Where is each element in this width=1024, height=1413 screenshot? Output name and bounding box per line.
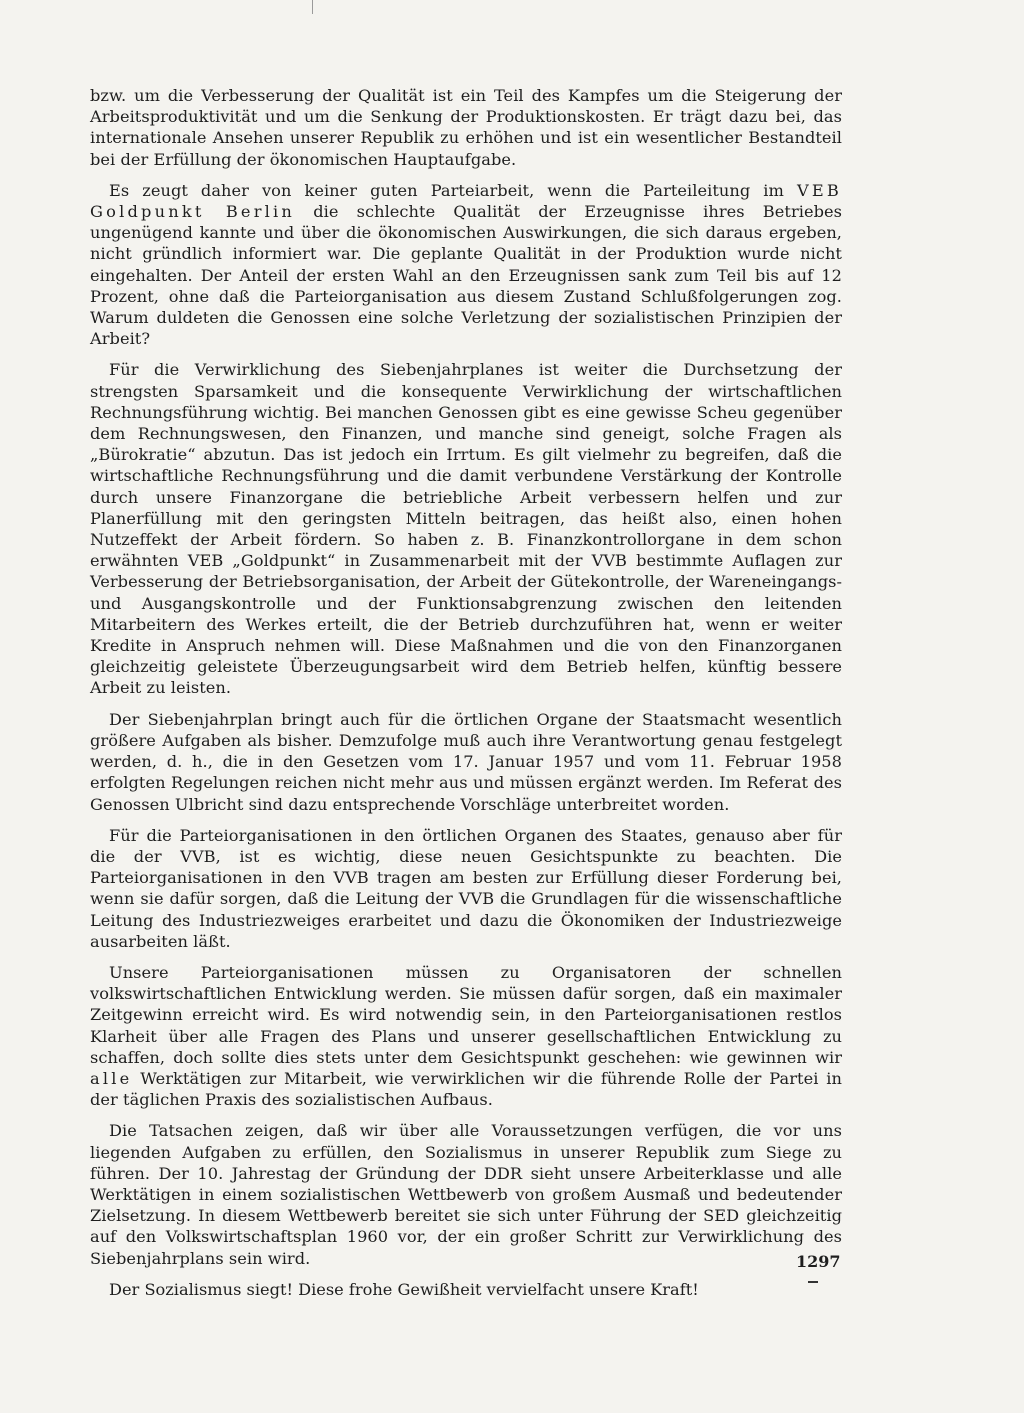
paragraph-facts-competition: Die Tatsachen zeigen, daß wir über alle Voraussetzungen verfügen, die vor uns liegenden Aufgaben zu erfüllen, den Sozialismus in unserer Republik zum Siege zu führen. Der 10. Jahrestag der Gründung der DDR sieht unsere Arbeiterklasse und alle Werktätigen in einem sozialistischen Wettbewerb von großem Ausmaß und bedeutender Zielsetzung. In diesem Wettbewerb bereitet sie sich unter Führung der SED gleichzeitig auf den Volkswirtschaftsplan 1960 vor, der ein großer Schritt zur Verwirklichung des Siebenjahrplans sein wird. xyxy=(90,1121,842,1268)
paragraph-party-work-quality xyxy=(90,180,842,350)
paragraph-text: die schlechte Qualität der Erzeugnisse ihres Betriebes ungenügend kannte und über die ökonomischen Auswirkungen, die sich daraus ergeben, nicht gründlich informiert war. Die geplante Qualität in der Produktion wurde nicht eingehalten. Der Anteil der ersten Wahl an den Erzeugnissen sank zum Teil bis auf 12 Prozent, ohne daß die Parteiorganisation aus diesem Zustand Schlußfolgerungen zog. Warum duldeten die Genossen eine solche Verletzung der sozialistischen Prinzipien der Arbeit? xyxy=(90,202,842,349)
emphasis-spaced: alle xyxy=(90,1068,133,1088)
paragraph-economy-accounting: Für die Verwirklichung des Siebenjahrplanes ist weiter die Durchsetzung der strengsten Sparsamkeit und die konsequente Verwirklichung der wirtschaftlichen Rechnungsführung wichtig. Bei manchen Genossen gibt es eine gewisse Scheu gegenüber dem Rechnungswesen, den Finanzen, und manche sind geneigt, solche Fragen als „Bürokratie“ abzutun. Das ist jedoch ein Irrtum. Es gilt vielmehr zu begreifen, daß die wirtschaftliche Rechnungsführung und die damit verbundene Verstärkung der Kontrolle durch unsere Finanzorgane die betriebliche Arbeit verbessern helfen und zur Planerfüllung mit den geringsten Mitteln beitragen, das heißt also, einen hohen Nutzeffekt der Arbeit fördern. So haben z. B. Finanzkontrollorgane in dem schon erwähnten VEB „Goldpunkt“ in Zusammenarbeit mit der VVB bestimmte Auflagen zur Verbesserung der Betriebsorganisation, der Arbeit der Gütekontrolle, der Wareneingangs- und Ausgangskontrolle und der Funktionsabgrenzung zwischen den leitenden Mitarbeitern des Werkes erteilt, die der Betrieb durchzuführen hat, wenn er weiter Kredite in Anspruch nehmen will. Diese Maßnahmen und die von den Finanzorganen gleichzeitig geleistete Überzeugungsarbeit wird dem Betrieb helfen, künftig bessere Arbeit zu leisten. xyxy=(90,360,842,698)
closing-line: Der Sozialismus siegt! Diese frohe Gewißheit vervielfacht unsere Kraft! xyxy=(109,1279,699,1299)
paragraph-text: Unsere Parteiorganisationen müssen zu Organisatoren der schnellen volkswirtschaftlichen Entwicklung werden. Sie müssen dafür sorgen, daß ein maximaler Zeitgewinn erreicht wird. Es wird notwendig sein, in den Parteiorganisationen restlos Klarheit über alle Fragen des Plans und unserer gesellschaftlichen Entwicklung zu schaffen, doch sollte dies stets unter dem Gesichtspunkt geschehen: wie gewinnen wir xyxy=(90,962,842,1067)
scan-edge-mark xyxy=(312,0,313,14)
paragraph-text: Es zeugt daher von keiner guten Parteiarbeit, wenn die Parteileitung im xyxy=(109,180,784,200)
page-number-dash xyxy=(808,1281,818,1283)
paragraph-quality-struggle: bzw. um die Verbesserung der Qualität ist ein Teil des Kampfes um die Steigerung der Arbeitsproduktivität und um die Senkung der Produktionskosten. Er trägt dazu bei, das internationale Ansehen unserer Republik zu erhöhen und ist ein wesentlicher Bestandteil bei der Erfüllung der ökonomischen Hauptaufgabe. xyxy=(90,86,842,169)
paragraph-vvb-organizations: Für die Parteiorganisationen in den örtlichen Organen des Staates, genauso aber für die der VVB, ist es wichtig, diese neuen Gesichtspunkte zu beachten. Die Parteiorganisationen in den VVB tragen am besten zur Erfüllung dieser Forderung bei, wenn sie dafür sorgen, daß die Leitung der VVB die Grundlagen für die wissenschaftliche Leitung des Industriezweiges erarbeitet und dazu die Ökonomiken der Industriezweige ausarbeiten läßt. xyxy=(90,825,842,951)
paragraph-local-organs: Der Siebenjahrplan bringt auch für die örtlichen Organe der Staatsmacht wesentlich größere Aufgaben als bisher. Demzufolge muß auch ihre Verantwortung genau festgelegt werden, d. h., die in den Gesetzen vom 17. Januar 1957 und vom 11. Februar 1958 erfolgten Regelungen reichen nicht mehr aus und müssen ergänzt werden. Im Referat des Genossen Ulbricht sind dazu entsprechende Vorschläge unterbreitet worden. xyxy=(90,709,842,814)
document-page xyxy=(90,85,842,1300)
paragraph-text: Werktätigen zur Mitarbeit, wie verwirklichen wir die führende Rolle der Partei in der täglichen Praxis des sozialistischen Aufbaus. xyxy=(90,1068,842,1110)
page-number: 1297 xyxy=(796,1252,841,1271)
paragraph-party-organizers xyxy=(90,962,842,1110)
company-name-spaced: VEB Goldpunkt Berlin xyxy=(90,180,842,222)
